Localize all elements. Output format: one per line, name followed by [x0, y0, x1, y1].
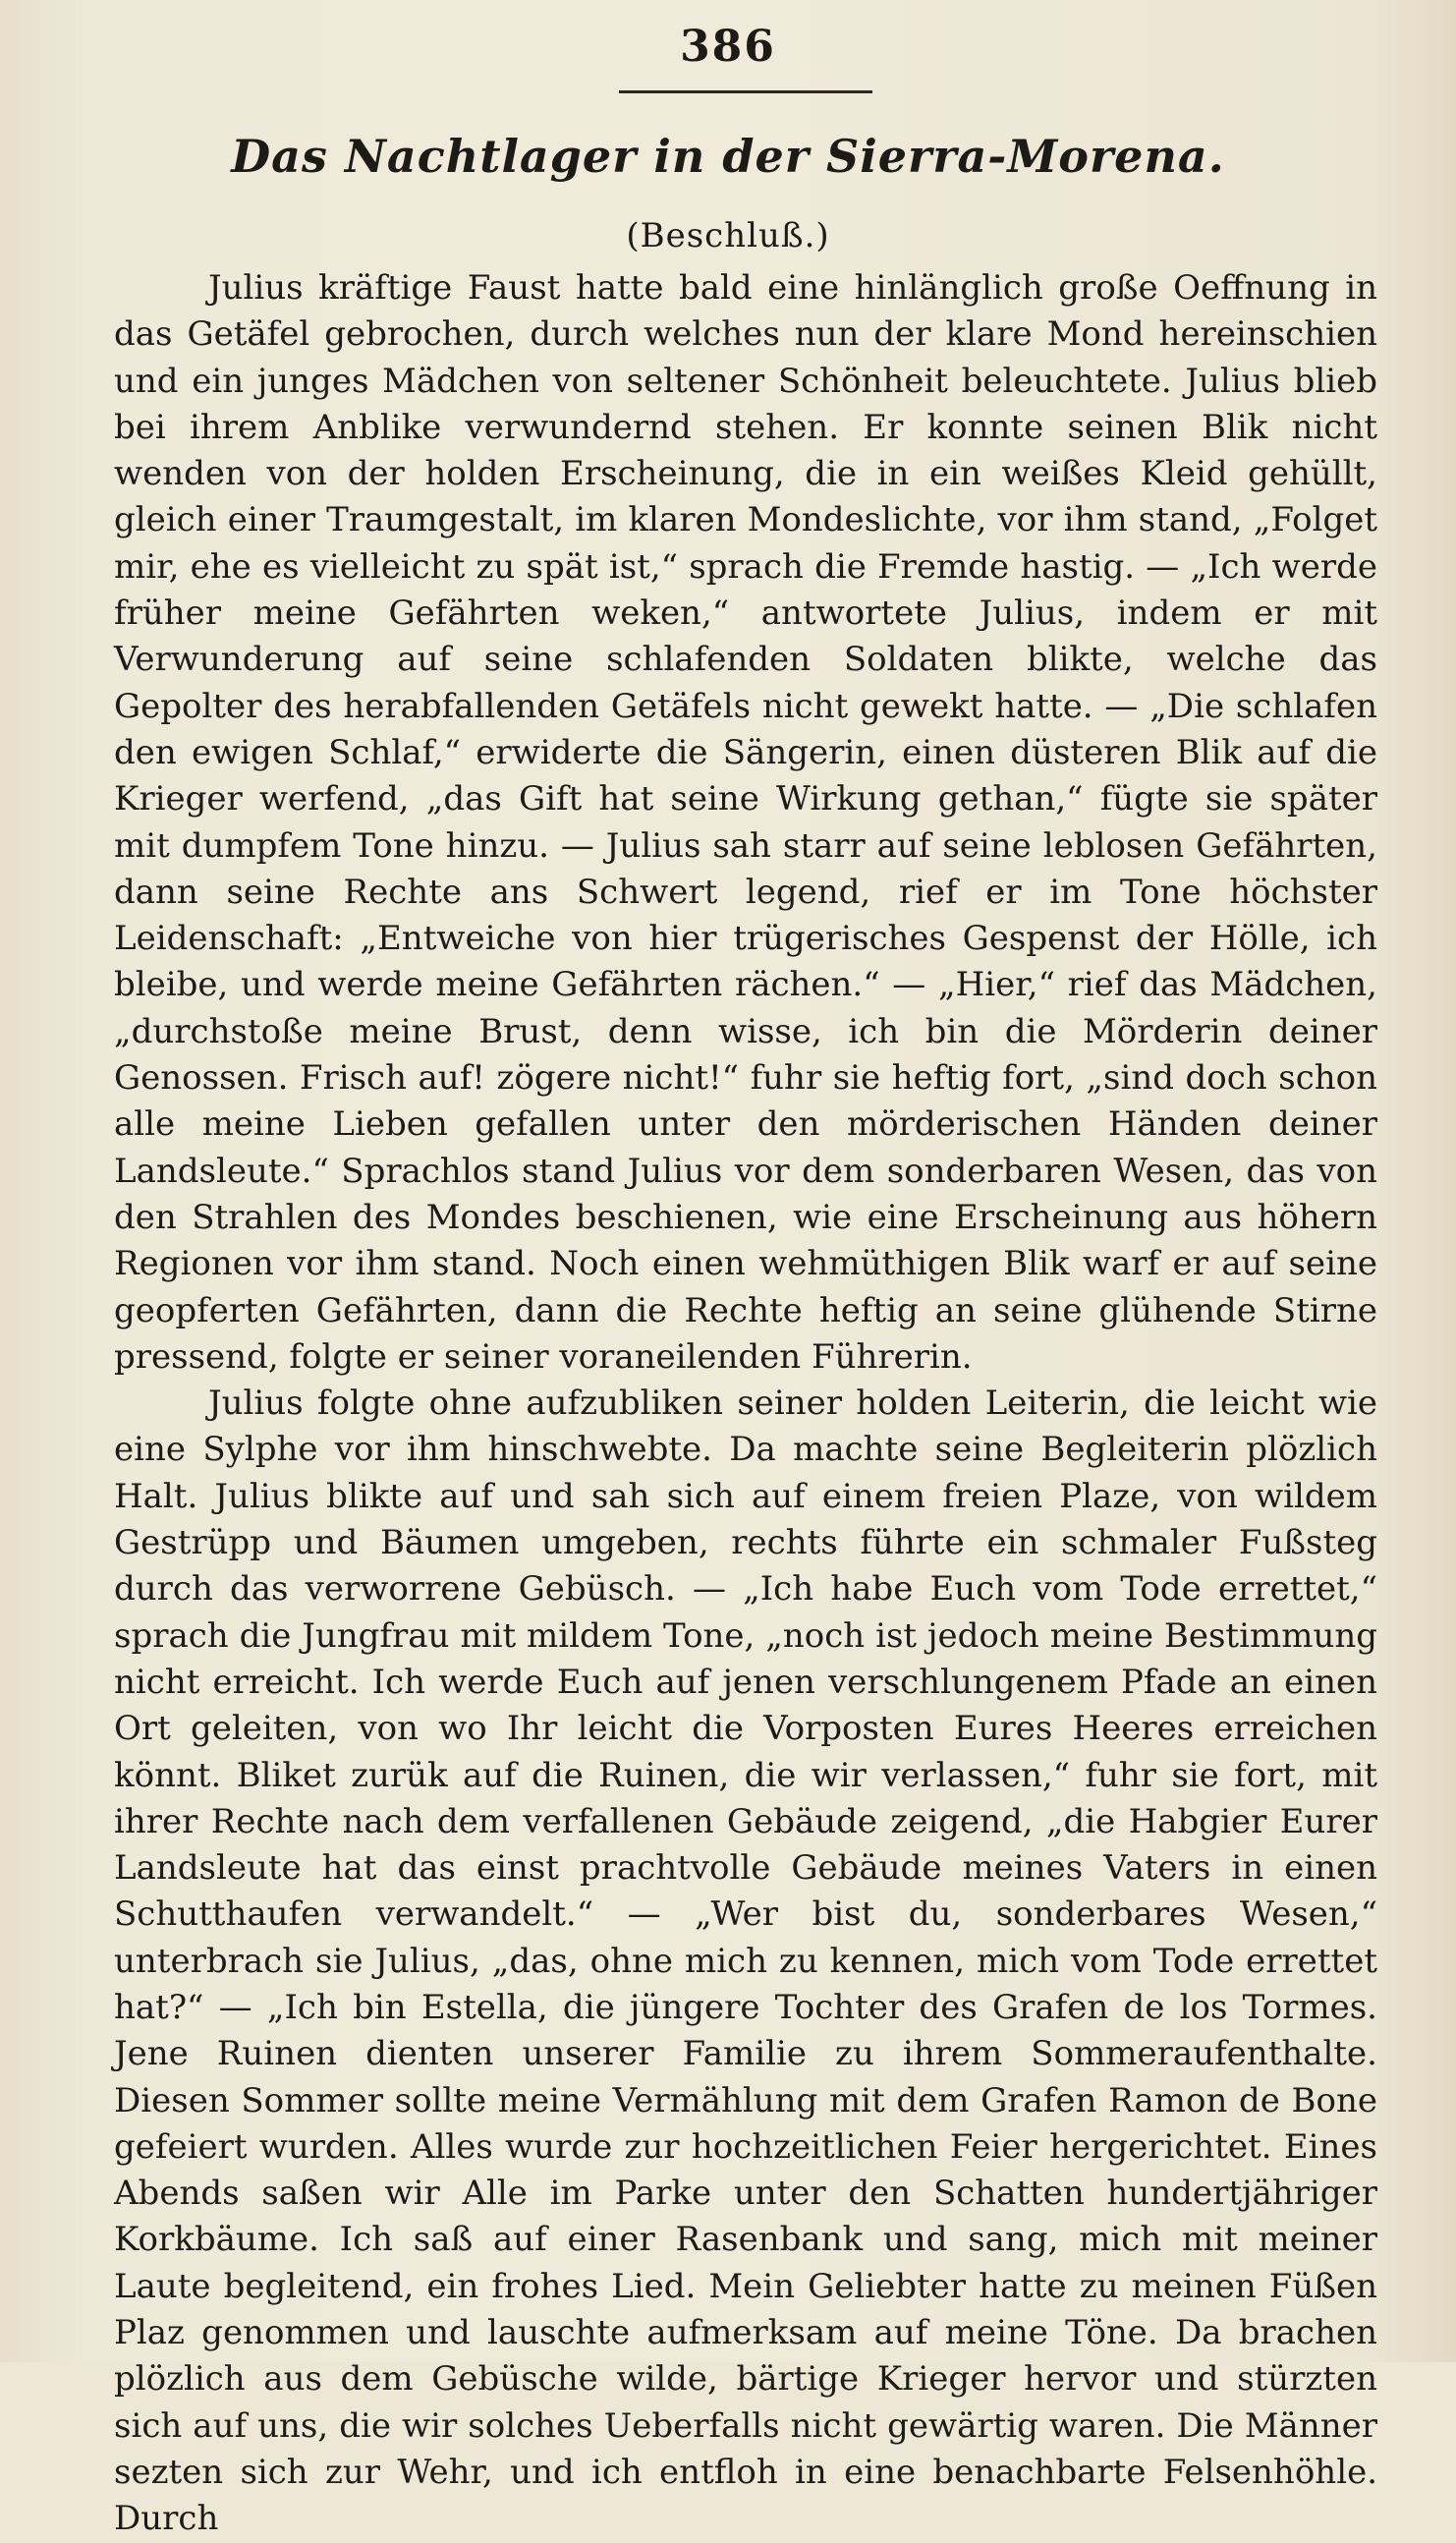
article-subtitle: (Beschluß.) [626, 216, 830, 255]
header-rule [619, 90, 872, 93]
article-title: Das Nachtlager in der Sierra-Morena. [231, 130, 1225, 183]
body-text [114, 265, 1377, 2543]
paragraph-2: Julius folgte ohne aufzubliken seiner holden Leiterin, die leicht wie eine Sylphe vor ihm hinschwebte. Da machte seine Begleiterin plözlich Halt. Julius blikte auf und sah sich auf einem freien Plaze, von wildem Gestrüpp und Bäumen umgeben, rechts führte ein schmaler Fußsteg durch das verworrene Gebüsch. — „Ich habe Euch vom Tode errettet,“ sprach die Jungfrau mit mildem Tone, „noch ist jedoch meine Bestimmung nicht erreicht. Ich werde Euch auf jenen verschlungenem Pfade an einen Ort geleiten, von wo Ihr leicht die Vorposten Eures Heeres erreichen könnt. Bliket zurük auf die Ruinen, die wir verlassen,“ fuhr sie fort, mit ihrer Rechte nach dem verfallenen Gebäude zeigend, „die Habgier Eurer Landsleute hat das einst prachtvolle Gebäude meines Vaters in einen Schutthaufen verwandelt.“ — „Wer bist du, sonderbares Wesen,“ unterbrach sie Julius, „das, ohne mich zu kennen, mich vom Tode errettet hat?“ — „Ich bin Estella, die jüngere Tochter des Grafen de los Tormes. Jene Ruinen dienten unserer Familie zu ihrem Sommeraufenthalte. Diesen Sommer sollte meine Vermählung mit dem Grafen Ramon de Bone gefeiert wurden. Alles wurde zur hochzeitlichen Feier hergerichtet. Eines Abends saßen wir Alle im Parke unter den Schatten hundertjähriger Korkbäume. Ich saß auf einer Rasenbank und sang, mich mit meiner Laute begleitend, ein frohes Lied. Mein Geliebter hatte zu meinen Füßen Plaz genommen und lauschte aufmerksam auf meine Töne. Da brachen plözlich aus dem Gebüsche wilde, bärtige Krieger hervor und stürzten sich auf uns, die wir solches Ueberfalls nicht gewärtig waren. Die Männer sezten sich zur Wehr, und ich entfloh in eine benachbarte Felsenhöhle. Durch [114, 1384, 1377, 2539]
paragraph-1: Julius kräftige Faust hatte bald eine hinlänglich große Oeffnung in das Getäfel gebrochen, durch welches nun der klare Mond hereinschien und ein junges Mädchen von seltener Schönheit beleuchtete. Julius blieb bei ihrem Anblike verwundernd stehen. Er konnte seinen Blik nicht wenden von der holden Erscheinung, die in ein weißes Kleid gehüllt, gleich einer Traumgestalt, im klaren Mondeslichte, vor ihm stand, „Folget mir, ehe es vielleicht zu spät ist,“ sprach die Fremde hastig. — „Ich werde früher meine Gefährten weken,“ antwortete Julius, indem er mit Verwunderung auf seine schlafenden Soldaten blikte, welche das Gepolter des herabfallenden Getäfels nicht gewekt hatte. — „Die schlafen den ewigen Schlaf,“ erwiderte die Sängerin, einen düsteren Blik auf die Krieger werfend, „das Gift hat seine Wirkung gethan,“ fügte sie später mit dumpfem Tone hinzu. — Julius sah starr auf seine leblosen Gefährten, dann seine Rechte ans Schwert legend, rief er im Tone höchster Leidenschaft: „Entweiche von hier trügerisches Gespenst der Hölle, ich bleibe, und werde meine Gefährten rächen.“ — „Hier,“ rief das Mädchen, „durchstoße meine Brust, denn wisse, ich bin die Mörderin deiner Genossen. Frisch auf! zögere nicht!“ fuhr sie heftig fort, „sind doch schon alle meine Lieben gefallen unter den mörderischen Händen deiner Landsleute.“ Sprachlos stand Julius vor dem sonderbaren Wesen, das von den Strahlen des Mondes beschienen, wie eine Erscheinung aus höhern Regionen vor ihm stand. Noch einen wehmüthigen Blik warf er auf seine geopferten Gefährten, dann die Rechte heftig an seine glühende Stirne pressend, folgte er seiner voraneilenden Führerin. [114, 268, 1377, 1377]
page-number: 386 [680, 22, 776, 72]
